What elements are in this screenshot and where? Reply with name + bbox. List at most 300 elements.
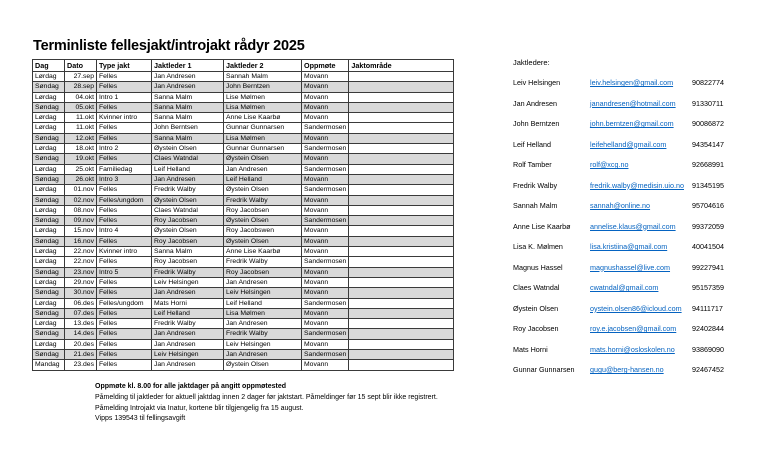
cell-day: Søndag — [33, 82, 65, 92]
cell-leader2: Jan Andresen — [224, 164, 302, 174]
cell-meet: Movann — [302, 174, 349, 184]
cell-day: Søndag — [33, 308, 65, 318]
contact-phone: 95704616 — [692, 201, 724, 210]
cell-day: Søndag — [33, 216, 65, 226]
cell-leader1: Jan Andresen — [152, 339, 224, 349]
cell-leader1: Fredrik Walby — [152, 267, 224, 277]
cell-leader1: Øystein Olsen — [152, 144, 224, 154]
cell-meet: Movann — [302, 195, 349, 205]
cell-meet: Sandermosen — [302, 144, 349, 154]
cell-area — [349, 350, 454, 360]
note-line: Påmelding Introjakt via Inatur, kortene blir tilgjengelig fra 15 august. — [95, 404, 304, 412]
cell-type: Felles — [97, 154, 152, 164]
cell-area — [349, 113, 454, 123]
cell-date: 11.okt — [65, 123, 97, 133]
cell-area — [349, 216, 454, 226]
table-row — [33, 267, 454, 277]
cell-date: 04.okt — [65, 92, 97, 102]
contact-email-link[interactable]: annelise.klaus@gmail.com — [590, 221, 676, 231]
cell-leader2: Leiv Helsingen — [224, 339, 302, 349]
note-line: Oppmøte kl. 8.00 for alle jaktdager på angitt oppmøtested — [95, 383, 286, 390]
cell-area — [349, 329, 454, 339]
cell-area — [349, 339, 454, 349]
cell-day: Lørdag — [33, 113, 65, 123]
cell-area — [349, 236, 454, 246]
cell-date: 29.nov — [65, 277, 97, 287]
cell-type: Felles — [97, 257, 152, 267]
cell-day: Søndag — [33, 154, 65, 164]
table-row — [33, 185, 454, 195]
cell-date: 12.okt — [65, 133, 97, 143]
table-row — [33, 164, 454, 174]
contact-phone: 95157359 — [692, 283, 724, 292]
contact-name: Fredrik Walby — [513, 180, 558, 190]
cell-day: Lørdag — [33, 226, 65, 236]
cell-meet: Movann — [302, 133, 349, 143]
cell-leader2: Øystein Olsen — [224, 216, 302, 226]
cell-leader2: Lisa Mølmen — [224, 308, 302, 318]
cell-leader2: Øystein Olsen — [224, 154, 302, 164]
note-line: Påmelding til jaktleder for aktuell jaktdag innen 2 dager før jaktstart. Påmeldinger før 15 sept blir ikke registrert. — [95, 393, 438, 401]
cell-type: Felles — [97, 308, 152, 318]
contact-email-link[interactable]: john.berntzen@gmail.com — [590, 119, 674, 128]
cell-meet: Movann — [302, 102, 349, 112]
cell-date: 22.nov — [65, 247, 97, 257]
column-header: Jaktområde — [349, 60, 454, 72]
notes-section — [95, 382, 438, 425]
cell-type: Felles — [97, 329, 152, 339]
contact-phone: 99372059 — [692, 221, 724, 231]
cell-date: 21.des — [65, 350, 97, 360]
cell-area — [349, 92, 454, 102]
cell-day: Lørdag — [33, 257, 65, 267]
cell-leader1: Jan Andresen — [152, 360, 224, 370]
cell-leader1: Sanna Malm — [152, 133, 224, 143]
cell-day: Lørdag — [33, 339, 65, 349]
cell-area — [349, 257, 454, 267]
contact-row — [513, 222, 759, 243]
contact-phone: 92467452 — [692, 365, 724, 374]
cell-leader2: Anne Lise Kaarbø — [224, 113, 302, 123]
cell-day: Søndag — [33, 174, 65, 184]
cell-type: Intro 4 — [97, 226, 152, 236]
contact-email-link[interactable]: mats.horni@osloskolen.no — [590, 344, 675, 354]
cell-leader1: Jan Andresen — [152, 329, 224, 339]
cell-date: 28.sep — [65, 82, 97, 92]
contact-row — [513, 304, 759, 325]
cell-day: Lørdag — [33, 92, 65, 102]
cell-leader1: Øystein Olsen — [152, 226, 224, 236]
contact-row — [513, 201, 759, 222]
table-row — [33, 257, 454, 267]
cell-type: Felles — [97, 133, 152, 143]
cell-type: Intro 2 — [97, 144, 152, 154]
column-header: Jaktleder 2 — [224, 60, 302, 72]
cell-leader1: John Berntsen — [152, 123, 224, 133]
cell-day: Lørdag — [33, 164, 65, 174]
table-row — [33, 144, 454, 154]
cell-meet: Sandermosen — [302, 350, 349, 360]
cell-type: Felles — [97, 72, 152, 82]
cell-leader1: Claes Watndal — [152, 154, 224, 164]
cell-area — [349, 154, 454, 164]
note-line: Vipps 139543 til fellingsavgift — [95, 415, 186, 423]
cell-area — [349, 195, 454, 205]
cell-meet: Movann — [302, 72, 349, 82]
cell-day: Lørdag — [33, 144, 65, 154]
cell-leader1: Sanna Malm — [152, 247, 224, 257]
cell-day: Mandag — [33, 360, 65, 370]
cell-day: Lørdag — [33, 123, 65, 133]
table-row — [33, 247, 454, 257]
cell-type: Felles — [97, 350, 152, 360]
cell-date: 13.des — [65, 319, 97, 329]
cell-type: Intro 3 — [97, 174, 152, 184]
table-row — [33, 72, 454, 82]
cell-day: Lørdag — [33, 205, 65, 215]
cell-area — [349, 247, 454, 257]
cell-leader2: Leif Helland — [224, 298, 302, 308]
cell-leader1: Mats Horni — [152, 298, 224, 308]
cell-meet: Movann — [302, 236, 349, 246]
cell-leader1: Fredrik Walby — [152, 185, 224, 195]
column-header: Oppmøte — [302, 60, 349, 72]
cell-meet: Movann — [302, 205, 349, 215]
cell-day: Søndag — [33, 350, 65, 360]
cell-leader1: Øystein Olsen — [152, 195, 224, 205]
cell-type: Felles/ungdom — [97, 195, 152, 205]
cell-day: Søndag — [33, 195, 65, 205]
contacts-panel — [513, 58, 759, 386]
contact-name: John Berntzen — [513, 119, 560, 128]
cell-type: Intro 5 — [97, 267, 152, 277]
schedule-table-body — [33, 72, 454, 371]
contact-email-link[interactable]: roy.e.jacobsen@gmail.com — [590, 324, 677, 333]
column-header: Dag — [33, 60, 65, 72]
cell-meet: Movann — [302, 92, 349, 102]
cell-type: Felles — [97, 123, 152, 133]
cell-date: 15.nov — [65, 226, 97, 236]
cell-leader1: Fredrik Walby — [152, 319, 224, 329]
schedule-table — [32, 59, 454, 371]
cell-leader1: Roy Jacobsen — [152, 216, 224, 226]
cell-leader2: Lise Mølmen — [224, 92, 302, 102]
table-row — [33, 308, 454, 318]
cell-area — [349, 360, 454, 370]
contact-row — [513, 242, 759, 263]
cell-meet: Movann — [302, 154, 349, 164]
cell-meet: Sandermosen — [302, 164, 349, 174]
cell-meet: Sandermosen — [302, 257, 349, 267]
contact-phone: 91345195 — [692, 180, 724, 190]
cell-leader1: Roy Jacobsen — [152, 236, 224, 246]
table-row — [33, 82, 454, 92]
cell-day: Søndag — [33, 102, 65, 112]
contact-name: Rolf Tamber — [513, 160, 552, 169]
cell-date: 20.des — [65, 339, 97, 349]
contact-email-link[interactable]: leiv.helsingen@gmail.com — [590, 78, 674, 87]
cell-meet: Movann — [302, 226, 349, 236]
contact-phone: 94111717 — [692, 303, 723, 313]
contact-row — [513, 99, 759, 120]
cell-area — [349, 72, 454, 82]
cell-date: 11.okt — [65, 113, 97, 123]
cell-date: 19.okt — [65, 154, 97, 164]
cell-type: Felles — [97, 216, 152, 226]
contact-row — [513, 140, 759, 161]
contact-row — [513, 365, 759, 386]
cell-leader2: Leiv Helsingen — [224, 288, 302, 298]
contact-row — [513, 119, 759, 140]
cell-meet: Movann — [302, 319, 349, 329]
contact-row — [513, 324, 759, 345]
cell-meet: Sandermosen — [302, 123, 349, 133]
contact-row — [513, 78, 759, 99]
cell-date: 27.sep — [65, 72, 97, 82]
cell-leader1: Jan Andresen — [152, 82, 224, 92]
contact-name: Øystein Olsen — [513, 303, 559, 313]
contact-name: Anne Lise Kaarbø — [513, 221, 571, 231]
contact-name: Jan Andresen — [513, 98, 557, 108]
table-row — [33, 298, 454, 308]
table-row — [33, 174, 454, 184]
cell-day: Lørdag — [33, 72, 65, 82]
contact-row — [513, 160, 759, 181]
cell-date: 22.nov — [65, 257, 97, 267]
cell-type: Felles — [97, 82, 152, 92]
cell-meet: Movann — [302, 308, 349, 318]
cell-type: Familiedag — [97, 164, 152, 174]
cell-leader2: Leif Helland — [224, 174, 302, 184]
contact-phone: 90822774 — [692, 78, 724, 87]
cell-date: 14.des — [65, 329, 97, 339]
cell-meet: Movann — [302, 267, 349, 277]
cell-leader2: Øystein Olsen — [224, 236, 302, 246]
contact-phone: 94354147 — [692, 139, 724, 149]
cell-date: 25.okt — [65, 164, 97, 174]
cell-leader1: Leif Helland — [152, 308, 224, 318]
cell-date: 16.nov — [65, 236, 97, 246]
cell-meet: Movann — [302, 288, 349, 298]
cell-meet: Movann — [302, 247, 349, 257]
contact-email-link[interactable]: janandresen@hotmail.com — [590, 98, 676, 108]
table-row — [33, 339, 454, 349]
cell-type: Felles — [97, 102, 152, 112]
contact-phone: 99227941 — [692, 262, 724, 272]
cell-type: Felles/ungdom — [97, 298, 152, 308]
cell-leader1: Leiv Helsingen — [152, 350, 224, 360]
cell-day: Lørdag — [33, 319, 65, 329]
table-row — [33, 329, 454, 339]
contact-email-link[interactable]: gugu@berg-hansen.no — [590, 365, 664, 374]
cell-type: Felles — [97, 236, 152, 246]
cell-area — [349, 174, 454, 184]
cell-meet: Sandermosen — [302, 298, 349, 308]
cell-day: Lørdag — [33, 277, 65, 287]
contact-name: Sannah Malm — [513, 201, 558, 210]
table-row — [33, 216, 454, 226]
cell-area — [349, 277, 454, 287]
cell-leader2: Jan Andresen — [224, 350, 302, 360]
table-header-row — [33, 60, 454, 72]
contact-name: Leiv Helsingen — [513, 78, 561, 87]
cell-day: Lørdag — [33, 185, 65, 195]
table-row — [33, 360, 454, 370]
cell-leader1: Jan Andresen — [152, 72, 224, 82]
cell-type: Felles — [97, 319, 152, 329]
cell-leader1: Sanna Malm — [152, 102, 224, 112]
cell-type: Felles — [97, 277, 152, 287]
cell-meet: Sandermosen — [302, 216, 349, 226]
table-row — [33, 102, 454, 112]
table-row — [33, 350, 454, 360]
cell-leader2: Fredrik Walby — [224, 195, 302, 205]
cell-leader2: John Berntzen — [224, 82, 302, 92]
contact-email-link[interactable]: leifehelland@gmail.com — [590, 139, 667, 149]
cell-type: Felles — [97, 185, 152, 195]
cell-type: Kvinner intro — [97, 247, 152, 257]
contact-name: Mats Horni — [513, 344, 548, 354]
cell-day: Søndag — [33, 288, 65, 298]
contact-name: Leif Helland — [513, 139, 551, 149]
cell-leader2: Roy Jacobsen — [224, 205, 302, 215]
contact-phone: 92402844 — [692, 324, 724, 333]
contacts-list — [513, 78, 759, 386]
cell-area — [349, 102, 454, 112]
table-row — [33, 319, 454, 329]
cell-leader1: Claes Watndal — [152, 205, 224, 215]
contact-email-link[interactable]: rolf@xcg.no — [590, 160, 629, 169]
contact-name: Claes Watndal — [513, 283, 560, 292]
table-row — [33, 92, 454, 102]
cell-area — [349, 308, 454, 318]
contact-row — [513, 345, 759, 366]
cell-date: 02.nov — [65, 195, 97, 205]
table-row — [33, 226, 454, 236]
cell-meet: Movann — [302, 113, 349, 123]
cell-leader2: Fredrik Walby — [224, 329, 302, 339]
table-row — [33, 123, 454, 133]
contact-email-link[interactable]: magnushassel@live.com — [590, 262, 671, 272]
cell-leader2: Øystein Olsen — [224, 360, 302, 370]
cell-leader2: Lisa Mølmen — [224, 133, 302, 143]
cell-area — [349, 185, 454, 195]
table-row — [33, 277, 454, 287]
cell-area — [349, 144, 454, 154]
cell-type: Felles — [97, 339, 152, 349]
table-row — [33, 205, 454, 215]
cell-meet: Sandermosen — [302, 329, 349, 339]
contact-phone: 90086872 — [692, 119, 724, 128]
contact-email-link[interactable]: cwatndal@gmail.com — [590, 283, 659, 292]
cell-day: Søndag — [33, 133, 65, 143]
cell-area — [349, 319, 454, 329]
contact-phone: 92668991 — [692, 160, 724, 169]
table-row — [33, 236, 454, 246]
cell-leader2: Anne Lise Kaarbø — [224, 247, 302, 257]
cell-leader2: Lisa Mølmen — [224, 102, 302, 112]
cell-day: Lørdag — [33, 247, 65, 257]
table-row — [33, 154, 454, 164]
cell-leader1: Jan Andresen — [152, 174, 224, 184]
contact-email-link[interactable]: oystein.olsen86@icloud.com — [590, 303, 682, 313]
contact-phone: 91330711 — [692, 98, 724, 108]
cell-day: Lørdag — [33, 298, 65, 308]
column-header: Dato — [65, 60, 97, 72]
cell-meet: Sandermosen — [302, 185, 349, 195]
column-header: Type jakt — [97, 60, 152, 72]
cell-area — [349, 205, 454, 215]
column-header: Jaktleder 1 — [152, 60, 224, 72]
table-row — [33, 113, 454, 123]
cell-date: 26.okt — [65, 174, 97, 184]
cell-day: Søndag — [33, 236, 65, 246]
cell-area — [349, 267, 454, 277]
cell-date: 05.okt — [65, 102, 97, 112]
cell-date: 08.nov — [65, 205, 97, 215]
cell-leader2: Fredrik Walby — [224, 257, 302, 267]
cell-leader1: Leif Helland — [152, 164, 224, 174]
cell-day: Søndag — [33, 267, 65, 277]
cell-leader2: Roy Jacobsen — [224, 267, 302, 277]
cell-meet: Movann — [302, 360, 349, 370]
contact-phone: 40041504 — [692, 242, 724, 251]
cell-date: 30.nov — [65, 288, 97, 298]
contacts-heading: Jaktledere: — [513, 58, 550, 67]
cell-area — [349, 133, 454, 143]
cell-leader2: Øystein Olsen — [224, 185, 302, 195]
cell-leader1: Jan Andresen — [152, 288, 224, 298]
cell-area — [349, 164, 454, 174]
cell-meet: Movann — [302, 277, 349, 287]
cell-date: 23.nov — [65, 267, 97, 277]
cell-day: Søndag — [33, 329, 65, 339]
cell-date: 01.nov — [65, 185, 97, 195]
contact-row — [513, 263, 759, 284]
cell-type: Felles — [97, 205, 152, 215]
cell-leader1: Sanna Malm — [152, 92, 224, 102]
cell-leader2: Jan Andresen — [224, 319, 302, 329]
cell-area — [349, 288, 454, 298]
cell-leader2: Sannah Malm — [224, 72, 302, 82]
cell-date: 18.okt — [65, 144, 97, 154]
cell-area — [349, 123, 454, 133]
cell-area — [349, 226, 454, 236]
cell-leader2: Roy Jacobswen — [224, 226, 302, 236]
cell-meet: Movann — [302, 82, 349, 92]
contact-name: Gunnar Gunnarsen — [513, 365, 575, 374]
cell-date: 07.des — [65, 308, 97, 318]
contact-email-link[interactable]: sannah@online.no — [590, 201, 651, 210]
cell-leader2: Gunnar Gunnarsen — [224, 123, 302, 133]
cell-type: Kvinner intro — [97, 113, 152, 123]
cell-leader2: Gunnar Gunnarsen — [224, 144, 302, 154]
cell-type: Felles — [97, 360, 152, 370]
contact-email-link[interactable]: lisa.kristiina@gmail.com — [590, 242, 668, 251]
contact-row — [513, 283, 759, 304]
cell-area — [349, 298, 454, 308]
contact-row — [513, 181, 759, 202]
page-title: Terminliste fellesjakt/introjakt rådyr 2025 — [33, 38, 305, 54]
cell-type: Intro 1 — [97, 92, 152, 102]
table-row — [33, 288, 454, 298]
contact-email-link[interactable]: fredrik.walby@medisin.uio.no — [590, 180, 684, 190]
cell-area — [349, 82, 454, 92]
cell-date: 23.des — [65, 360, 97, 370]
contact-name: Lisa K. Mølmen — [513, 242, 563, 251]
cell-leader1: Leiv Helsingen — [152, 277, 224, 287]
contact-phone: 93869090 — [692, 344, 724, 354]
